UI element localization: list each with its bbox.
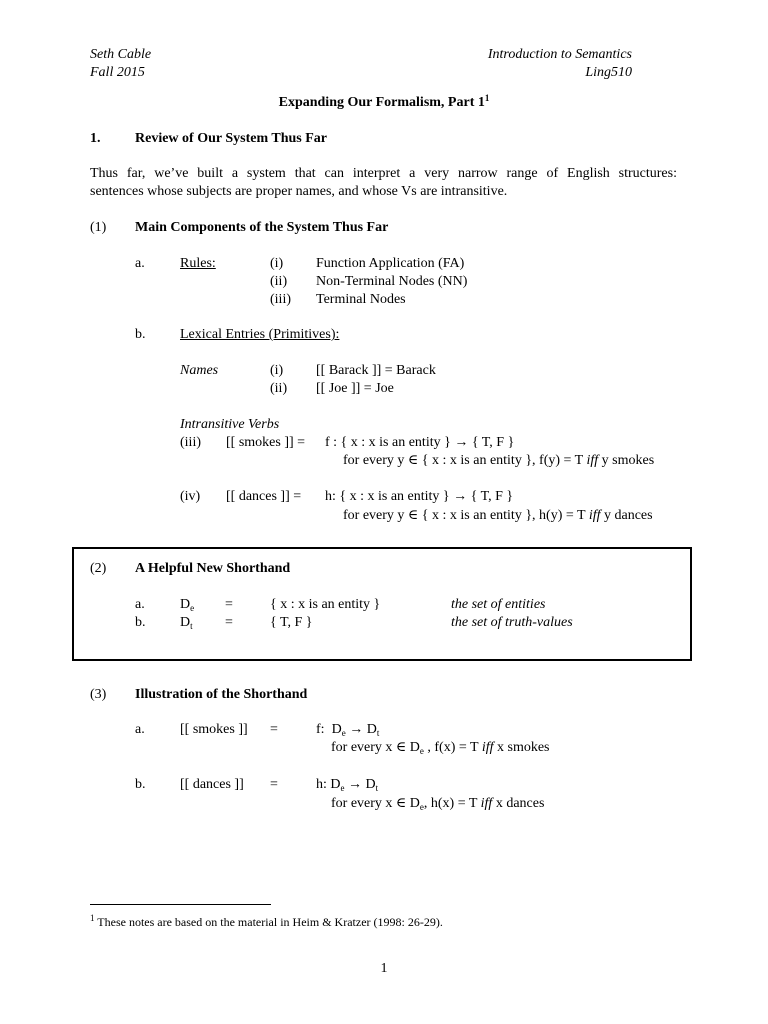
ex1a-item1-num: (i) (270, 256, 284, 271)
name1-num: (i) (270, 363, 284, 378)
ex3a-arrow: → (349, 722, 364, 737)
ex3b-sub-e: e (340, 783, 345, 793)
ex2b-letter: b. (135, 615, 146, 630)
section1-number: 1. (90, 131, 101, 146)
section1-heading: Review of Our System Thus Far (135, 131, 327, 146)
names-label: Names (180, 363, 219, 378)
ex3a-line2-sub: e (419, 746, 424, 756)
section1-para-line2: sentences whose subjects are proper names, and whose Vs are intransitive. (90, 184, 508, 199)
ex3a-eq: = (270, 722, 278, 737)
section1-para-line1: Thus far, we’ve built a system that can interpret a very narrow range of English structures: (90, 166, 677, 181)
ex3a-type (316, 721, 379, 739)
verb2-num: (iv) (180, 489, 201, 504)
ex2a-gloss: the set of entities (451, 597, 546, 612)
ex2b-sym: D (180, 615, 191, 630)
ex3a-sub-e: e (341, 728, 346, 738)
name2-text: [[ Joe ]] = Joe (316, 381, 394, 396)
ex3-number: (3) (90, 687, 107, 702)
ex2a-def: { x : x is an entity } (270, 597, 381, 612)
ex3a-line2-pre: for every x ∈ D (331, 740, 420, 755)
ex3-heading: Illustration of the Shorthand (135, 687, 308, 702)
ex2a-eq: = (225, 597, 233, 612)
ex3b-line2-sub: e (419, 802, 424, 812)
ex1b-label: Lexical Entries (Primitives): (180, 327, 340, 342)
verb1-rhs2-pre: for every y ∈ { x : x is an entity }, f(y) = T (343, 453, 587, 468)
footnote-rule (90, 904, 271, 905)
ex3a-d2: D (366, 722, 377, 737)
footnote-mark: 1 (90, 913, 95, 923)
ex2a-symbol (180, 596, 194, 614)
header-code: Ling510 (585, 65, 632, 80)
title-footnote-mark: 1 (484, 93, 490, 103)
ex3b-type (316, 776, 378, 794)
ex3a-line2 (331, 739, 550, 757)
ex2b-symbol (180, 614, 193, 632)
verb1-rhs1: f : { x : x is an entity } → { T, F } (325, 435, 515, 450)
title-text: Expanding Our Formalism, Part 1 (278, 95, 485, 110)
footnote-text: These notes are based on the material in Heim & Kratzer (1998: 26-29). (97, 915, 443, 929)
ex1a-item1-text: Function Application (FA) (316, 256, 465, 271)
ex3a-sub-t: t (376, 728, 380, 738)
ex3b-letter: b. (135, 777, 146, 792)
ex2a-sub: e (190, 603, 195, 613)
ex3b-arrow: → (348, 777, 363, 792)
ex1a-letter: a. (135, 256, 145, 271)
footnote (90, 913, 443, 931)
ex3b-d1: D (330, 777, 341, 792)
name2-num: (ii) (270, 381, 288, 396)
ex2b-eq: = (225, 615, 233, 630)
verb2-rhs2-pre: for every y ∈ { x : x is an entity }, h(y) = T (343, 508, 589, 523)
verb1-rhs2 (343, 452, 654, 470)
page-number: 1 (380, 961, 388, 976)
header-term: Fall 2015 (90, 65, 145, 80)
ex3b-line2-mid: , h(x) = T (423, 796, 481, 811)
ex2-number: (2) (90, 561, 107, 576)
ex2a-sym: D (180, 597, 191, 612)
ex3b-fn: h: (316, 777, 327, 792)
header-course: Introduction to Semantics (487, 47, 632, 62)
verb1-rhs2-post: y smokes (598, 453, 655, 468)
ex1-heading: Main Components of the System Thus Far (135, 220, 389, 235)
ex3b-iff: iff (480, 796, 493, 811)
header-author: Seth Cable (90, 47, 152, 62)
ex2b-def: { T, F } (270, 615, 313, 630)
verb1-iff: iff (586, 453, 599, 468)
verb2-iff: iff (588, 508, 601, 523)
verb2-rhs2 (343, 507, 653, 525)
ex3b-line2-pre: for every x ∈ D (331, 796, 420, 811)
ex1a-label: Rules: (180, 256, 216, 271)
verb2-rhs1: h: { x : x is an entity } → { T, F } (325, 489, 514, 504)
ex3b-line2 (331, 795, 544, 813)
ex2b-sub: t (190, 621, 193, 631)
ex3b-sub-t: t (375, 783, 379, 793)
ex2-heading: A Helpful New Shorthand (135, 561, 291, 576)
verb2-rhs2-post: y dances (600, 508, 653, 523)
name1-text: [[ Barack ]] = Barack (316, 363, 436, 378)
ex3b-line2-post: x dances (492, 796, 545, 811)
ex3b-eq: = (270, 777, 278, 792)
page-title (0, 94, 768, 112)
ex1-number: (1) (90, 220, 107, 235)
verb2-lhs: [[ dances ]] = (226, 489, 302, 504)
ex1a-item3-num: (iii) (270, 292, 291, 307)
ex3b-d2: D (365, 777, 376, 792)
ex1b-letter: b. (135, 327, 146, 342)
ex1a-item2-text: Non-Terminal Nodes (NN) (316, 274, 468, 289)
ex3a-fn: f: (316, 722, 325, 737)
verb1-lhs: [[ smokes ]] = (226, 435, 306, 450)
ex1a-item2-num: (ii) (270, 274, 288, 289)
ex2b-gloss: the set of truth-values (451, 615, 573, 630)
iv-label: Intransitive Verbs (180, 417, 280, 432)
ex3a-line2-mid: , f(x) = T (423, 740, 482, 755)
ex3a-line2-post: x smokes (493, 740, 550, 755)
verb1-num: (iii) (180, 435, 201, 450)
ex3a-d1: D (331, 722, 342, 737)
ex3b-lhs: [[ dances ]] (180, 777, 244, 792)
ex3a-letter: a. (135, 722, 145, 737)
ex3a-lhs: [[ smokes ]] (180, 722, 248, 737)
ex3a-iff: iff (481, 740, 494, 755)
ex2a-letter: a. (135, 597, 145, 612)
ex1a-item3-text: Terminal Nodes (316, 292, 406, 307)
